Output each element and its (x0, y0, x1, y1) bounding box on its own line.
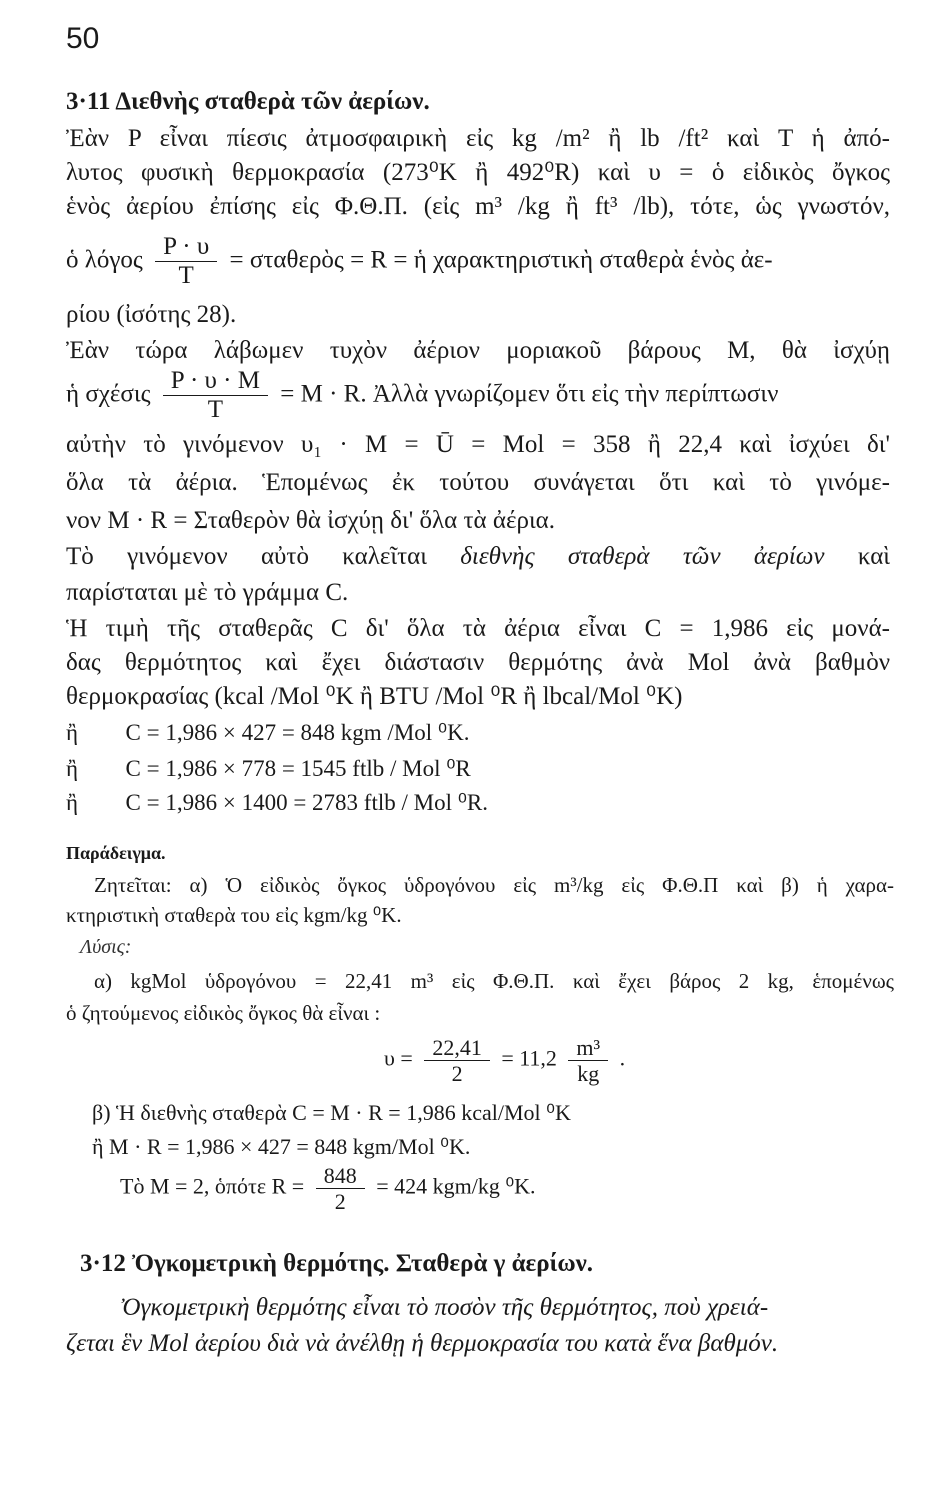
paragraph-line: αὐτὴν τὸ γινόμενον υ₁ · M = Ū = Mol = 358 ἢ 22,4 καὶ ἰσχύει δι' (66, 431, 890, 458)
universal-constant-line: ἢ M · R = 1,986 × 427 = 848 kgm/Mol ⁰K. (92, 1134, 471, 1159)
conversion-expr: C = 1,986 × 427 = 848 kgm /Mol ⁰K. (125, 720, 470, 745)
or-word: ἢ (66, 720, 79, 745)
or-word: ἢ (66, 756, 79, 781)
product-line-start: Τὸ γινόμενον αὐτὸ καλεῖται (66, 543, 427, 570)
ratio-denominator: T (178, 262, 194, 290)
definition-line: ζεται ἓν Mol ἀερίου διὰ νὰ ἀνέλθῃ ἡ θερμοκρασία του κατὰ ἕνα βαθμόν. (66, 1330, 779, 1357)
conversion-line (66, 756, 471, 782)
paragraph-line: ὅλα τὰ ἀέρια. Ἑπομένως ἐκ τούτου συνάγεται ὅτι καὶ τὸ γινόμε- (66, 469, 890, 496)
upsilon-symbol: υ = (384, 1045, 413, 1071)
volume-numerator: 22,41 (424, 1036, 490, 1061)
gas-constant-ratio-line (66, 234, 890, 290)
paragraph-line: Ἡ τιμὴ τῆς σταθερᾶς C δι' ὅλα τὰ ἀέρια εἶναι C = 1,986 εἰς μονά- (66, 615, 890, 642)
final-denominator: 2 (334, 1189, 346, 1215)
page-number: 50 (66, 22, 100, 55)
ratio-suffix: = σταθερὸς = R = ἡ χαρακτηριστικὴ σταθερὰ ἑνὸς ἀε- (229, 246, 773, 274)
example-title: Παράδειγμα. (66, 843, 166, 863)
volume-denominator: 2 (451, 1061, 463, 1087)
product-line-end: καὶ (857, 543, 891, 570)
section-title-3-11: 3·11 Διεθνὴς σταθερὰ τῶν ἀερίων. (66, 88, 430, 115)
universal-constant-line: β) Ἡ διεθνὴς σταθερὰ C = M · R = 1,986 kcal/Mol ⁰K (92, 1100, 571, 1125)
specific-volume-equation (384, 1036, 625, 1085)
definition-line: Ὀγκομετρικὴ θερμότης εἶναι τὸ ποσὸν τῆς θερμότητος, ποὺ χρειά- (120, 1294, 769, 1321)
conversion-expr: C = 1,986 × 1400 = 2783 ftlb / Mol ⁰R. (125, 790, 489, 815)
final-prefix: Τὸ M = 2, ὁπότε R = (120, 1173, 305, 1199)
paragraph-line: ἑνὸς ἀερίου ἐπίσης εἰς Φ.Θ.Π. (εἰς m³ /kg ἢ ft³ /lb), τότε, ὡς γνωστόν, (66, 193, 890, 220)
paragraph-line: Ἐὰν τώρα λάβωμεν τυχὸν ἀέριον μοριακοῦ βάρους M, θὰ ἰσχύῃ (66, 337, 890, 364)
volume-fraction (424, 1036, 490, 1085)
final-fraction (316, 1164, 365, 1213)
relation-numerator: P · υ · M (163, 368, 268, 396)
paragraph-line: ρίου (ἰσότης 28). (66, 301, 237, 328)
conversion-expr: C = 1,986 × 778 = 1545 ftlb / Mol ⁰R (125, 756, 471, 781)
equation-middle: = 11,2 (501, 1045, 557, 1071)
relation-denominator: T (207, 396, 223, 424)
example-line: Ζητεῖται: α) Ὁ εἰδικὸς ὄγκος ὑδρογόνου εἰς m³/kg εἰς Φ.Θ.Π καὶ β) ἡ χαρα- (94, 873, 894, 897)
product-definition-line (66, 542, 890, 572)
paragraph-line: λυτος φυσικὴ θερμοκρασία (273⁰K ἢ 492⁰R) καὶ υ = ὁ εἰδικὸς ὄγκος (66, 159, 890, 186)
section-title-3-12: 3·12 Ὀγκομετρικὴ θερμότης. Σταθερὰ γ ἀερίων. (80, 1250, 594, 1277)
product-line-italic: διεθνὴς σταθερὰ τῶν ἀερίων (460, 543, 825, 570)
conversion-line (66, 720, 470, 746)
unit-fraction (568, 1036, 608, 1085)
relation-prefix: ἡ σχέσις (66, 380, 151, 408)
paragraph-line: Ἐὰν P εἶναι πίεσις ἀτμοσφαιρικὴ εἰς kg /m² ἢ lb /ft² καὶ T ἡ ἀπό- (66, 125, 890, 152)
paragraph-line: παρίσταται μὲ τὸ γράμμα C. (66, 579, 349, 606)
ratio-prefix: ὁ λόγος (66, 246, 143, 274)
molar-relation-line (66, 368, 890, 424)
solution-label: Λύσις: (80, 936, 132, 958)
relation-suffix: = M · R. Ἀλλὰ γνωρίζομεν ὅτι εἰς τὴν περίπτωσιν (280, 380, 779, 408)
relation-fraction (163, 368, 268, 424)
conversion-line (66, 790, 488, 816)
unit-denominator: kg (577, 1061, 600, 1087)
ratio-fraction (155, 234, 217, 290)
paragraph-line: θερμοκρασίας (kcal /Mol ⁰K ἢ BTU /Mol ⁰R ἢ lbcal/Mol ⁰K) (66, 683, 683, 710)
solution-line: ὁ ζητούμενος εἰδικὸς ὄγκος θὰ εἶναι : (66, 1001, 381, 1025)
equation-period: . (619, 1045, 626, 1071)
example-line: κτηριστικὴ σταθερὰ του εἰς kgm/kg ⁰K. (66, 903, 402, 927)
paragraph-line: δας θερμότητος καὶ ἔχει διάστασιν θερμότης ἀνὰ Mol ἀνὰ βαθμὸν (66, 649, 890, 676)
or-word: ἢ (66, 790, 79, 815)
final-numerator: 848 (316, 1164, 365, 1189)
final-suffix: = 424 kgm/kg ⁰K. (376, 1173, 536, 1199)
paragraph-line: νον M · R = Σταθερὸν θὰ ἰσχύῃ δι' ὅλα τὰ ἀέρια. (66, 507, 556, 534)
solution-line: α) kgMol ὑδρογόνου = 22,41 m³ εἰς Φ.Θ.Π. καὶ ἔχει βάρος 2 kg, ἑπομένως (94, 969, 894, 993)
unit-numerator: m³ (568, 1036, 608, 1061)
final-result-line (120, 1164, 536, 1213)
ratio-numerator: P · υ (155, 234, 217, 262)
